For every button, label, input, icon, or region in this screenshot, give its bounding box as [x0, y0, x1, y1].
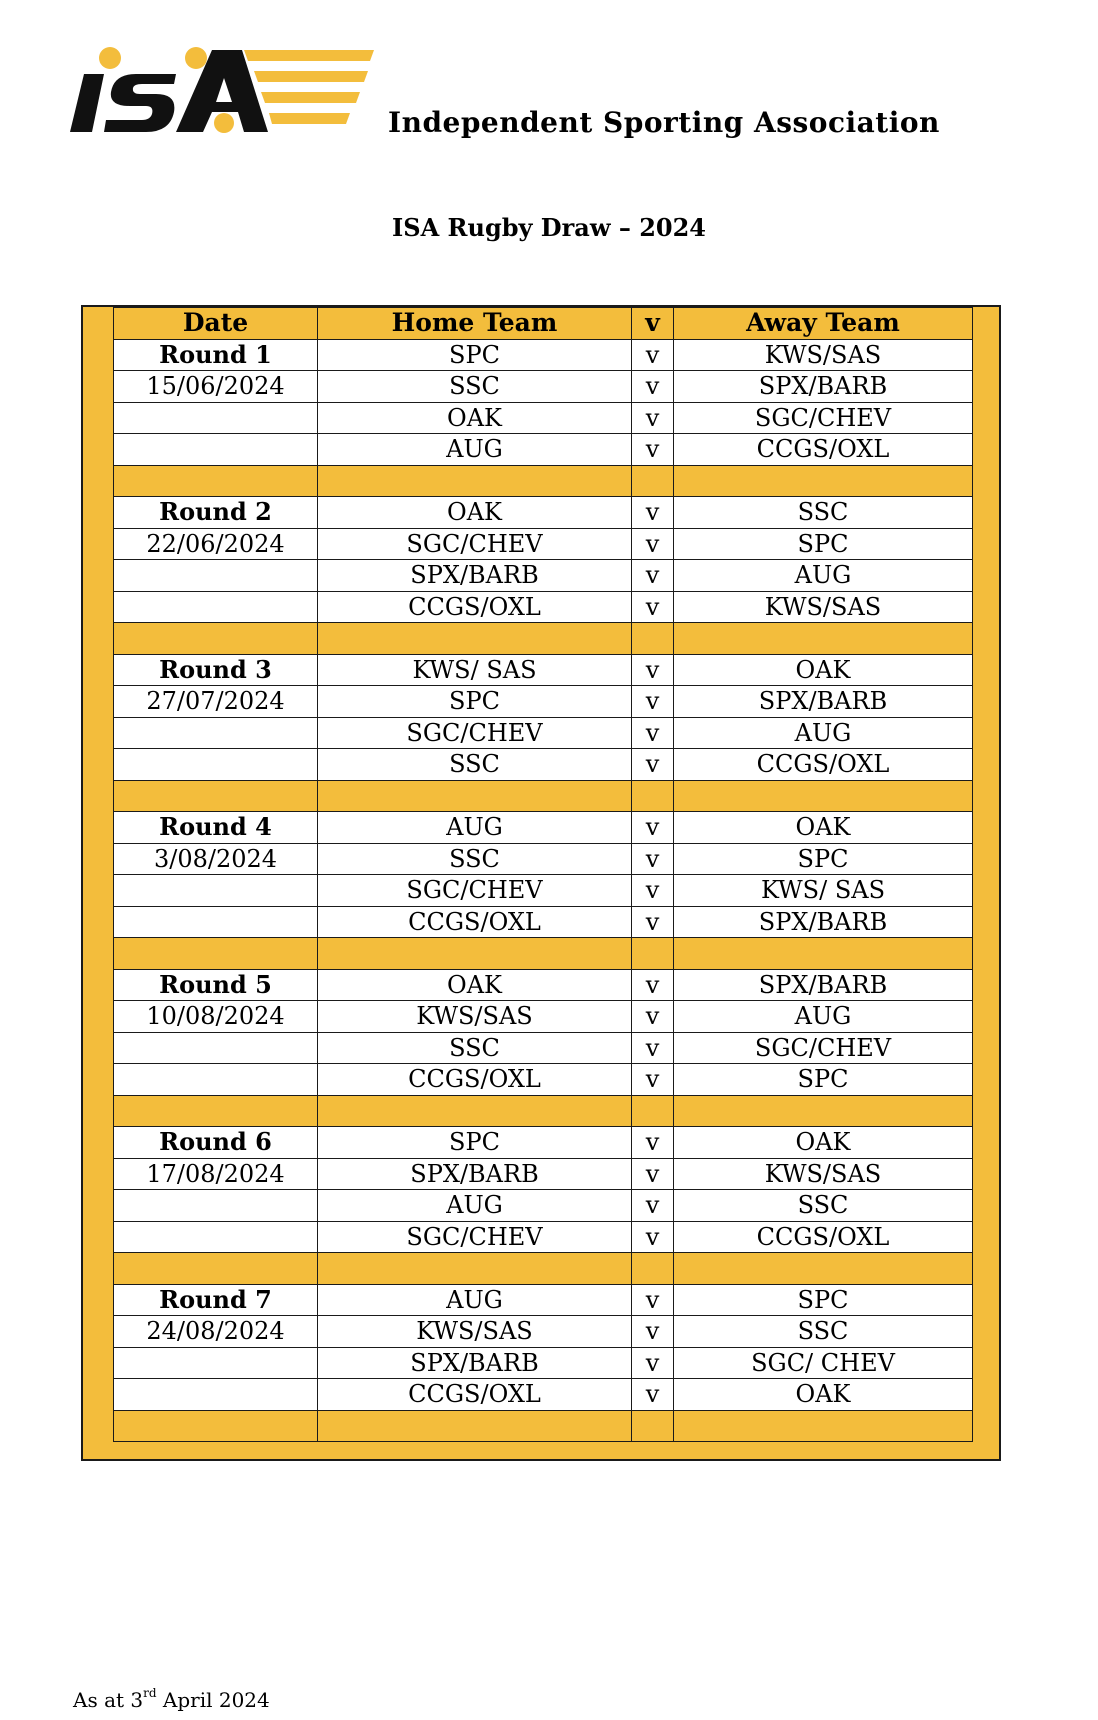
versus: v [632, 1064, 674, 1096]
separator-cell [674, 623, 973, 655]
home-team: OAK [318, 402, 632, 434]
away-team: SGC/CHEV [674, 402, 973, 434]
away-team: SPC [674, 843, 973, 875]
fixture-row [114, 812, 973, 844]
separator-cell [674, 1095, 973, 1127]
fixture-row [114, 1316, 973, 1348]
page-title: ISA Rugby Draw – 2024 [392, 213, 706, 242]
away-team: OAK [674, 812, 973, 844]
date-cell-empty [114, 906, 318, 938]
away-team: CCGS/OXL [674, 434, 973, 466]
fixture-row [114, 1190, 973, 1222]
away-team: AUG [674, 1001, 973, 1033]
versus: v [632, 434, 674, 466]
home-team: AUG [318, 1284, 632, 1316]
versus: v [632, 560, 674, 592]
separator-cell [318, 623, 632, 655]
away-team: KWS/ SAS [674, 875, 973, 907]
separator-cell [114, 1410, 318, 1442]
fixture-row [114, 686, 973, 718]
round-separator-row [114, 1410, 973, 1442]
separator-cell [674, 1253, 973, 1285]
separator-cell [632, 1253, 674, 1285]
fixture-row [114, 1127, 973, 1159]
separator-cell [318, 780, 632, 812]
home-team: CCGS/OXL [318, 591, 632, 623]
home-team: SSC [318, 749, 632, 781]
fixture-row [114, 528, 973, 560]
away-team: KWS/SAS [674, 1158, 973, 1190]
round-label: Round 1 [114, 339, 318, 371]
fixture-row [114, 969, 973, 1001]
away-team: OAK [674, 1127, 973, 1159]
separator-cell [318, 1095, 632, 1127]
away-team: SSC [674, 497, 973, 529]
home-team: SPC [318, 339, 632, 371]
round-date: 22/06/2024 [114, 528, 318, 560]
header-home-team: Home Team [318, 308, 632, 340]
away-team: AUG [674, 560, 973, 592]
fixture-row [114, 1032, 973, 1064]
separator-cell [632, 1410, 674, 1442]
versus: v [632, 591, 674, 623]
round-separator-row [114, 465, 973, 497]
round-label: Round 5 [114, 969, 318, 1001]
away-team: CCGS/OXL [674, 1221, 973, 1253]
date-cell-empty [114, 591, 318, 623]
away-team: SPX/BARB [674, 686, 973, 718]
round-date: 10/08/2024 [114, 1001, 318, 1033]
home-team: CCGS/OXL [318, 1064, 632, 1096]
versus: v [632, 1158, 674, 1190]
home-team: SSC [318, 371, 632, 403]
round-separator-row [114, 1253, 973, 1285]
away-team: SSC [674, 1190, 973, 1222]
separator-cell [114, 938, 318, 970]
as-at-superscript: rd [143, 1686, 157, 1700]
fixture-row [114, 1284, 973, 1316]
away-team: SPC [674, 528, 973, 560]
away-team: SGC/ CHEV [674, 1347, 973, 1379]
versus: v [632, 371, 674, 403]
separator-cell [632, 780, 674, 812]
fixture-row [114, 1001, 973, 1033]
versus: v [632, 717, 674, 749]
home-team: SPX/BARB [318, 560, 632, 592]
date-cell-empty [114, 717, 318, 749]
home-team: SPX/BARB [318, 1347, 632, 1379]
away-team: AUG [674, 717, 973, 749]
home-team: OAK [318, 969, 632, 1001]
home-team: SGC/CHEV [318, 528, 632, 560]
home-team: AUG [318, 434, 632, 466]
fixture-row [114, 339, 973, 371]
away-team: SSC [674, 1316, 973, 1348]
away-team: SPX/BARB [674, 906, 973, 938]
separator-cell [114, 465, 318, 497]
table-header-row [114, 308, 973, 340]
fixture-row [114, 654, 973, 686]
separator-cell [318, 465, 632, 497]
draw-table [113, 307, 973, 1442]
fixture-row [114, 1158, 973, 1190]
round-date: 17/08/2024 [114, 1158, 318, 1190]
date-cell-empty [114, 1379, 318, 1411]
versus: v [632, 875, 674, 907]
fixture-row [114, 434, 973, 466]
date-cell-empty [114, 1190, 318, 1222]
as-at-date [73, 1688, 270, 1712]
separator-cell [114, 1095, 318, 1127]
home-team: SPX/BARB [318, 1158, 632, 1190]
fixture-row [114, 749, 973, 781]
round-label: Round 2 [114, 497, 318, 529]
versus: v [632, 1379, 674, 1411]
fixture-row [114, 497, 973, 529]
fixture-row [114, 402, 973, 434]
home-team: KWS/ SAS [318, 654, 632, 686]
header-away-team: Away Team [674, 308, 973, 340]
date-cell-empty [114, 749, 318, 781]
date-cell-empty [114, 560, 318, 592]
versus: v [632, 749, 674, 781]
away-team: KWS/SAS [674, 591, 973, 623]
versus: v [632, 339, 674, 371]
versus: v [632, 906, 674, 938]
versus: v [632, 528, 674, 560]
separator-cell [318, 938, 632, 970]
away-team: CCGS/OXL [674, 749, 973, 781]
round-separator-row [114, 623, 973, 655]
home-team: SGC/CHEV [318, 717, 632, 749]
round-separator-row [114, 780, 973, 812]
as-at-suffix: April 2024 [156, 1688, 270, 1712]
versus: v [632, 1284, 674, 1316]
separator-cell [114, 780, 318, 812]
separator-cell [632, 623, 674, 655]
round-label: Round 7 [114, 1284, 318, 1316]
draw-table-frame [81, 305, 1001, 1461]
separator-cell [114, 623, 318, 655]
date-cell-empty [114, 1064, 318, 1096]
away-team: SPC [674, 1284, 973, 1316]
versus: v [632, 497, 674, 529]
away-team: OAK [674, 654, 973, 686]
fixture-row [114, 1347, 973, 1379]
fixture-row [114, 591, 973, 623]
home-team: CCGS/OXL [318, 1379, 632, 1411]
home-team: AUG [318, 1190, 632, 1222]
versus: v [632, 654, 674, 686]
home-team: SSC [318, 1032, 632, 1064]
round-date: 24/08/2024 [114, 1316, 318, 1348]
versus: v [632, 1347, 674, 1379]
away-team: KWS/SAS [674, 339, 973, 371]
date-cell-empty [114, 1221, 318, 1253]
separator-cell [632, 938, 674, 970]
date-cell-empty [114, 875, 318, 907]
versus: v [632, 843, 674, 875]
date-cell-empty [114, 1032, 318, 1064]
fixture-row [114, 906, 973, 938]
away-team: SPC [674, 1064, 973, 1096]
separator-cell [674, 938, 973, 970]
date-cell-empty [114, 1347, 318, 1379]
date-cell-empty [114, 434, 318, 466]
home-team: SPC [318, 686, 632, 718]
round-separator-row [114, 1095, 973, 1127]
versus: v [632, 1221, 674, 1253]
separator-cell [674, 465, 973, 497]
versus: v [632, 686, 674, 718]
home-team: CCGS/OXL [318, 906, 632, 938]
away-team: SGC/CHEV [674, 1032, 973, 1064]
away-team: SPX/BARB [674, 969, 973, 1001]
fixture-row [114, 1064, 973, 1096]
separator-cell [674, 780, 973, 812]
header-v: v [632, 308, 674, 340]
home-team: SGC/CHEV [318, 1221, 632, 1253]
separator-cell [632, 1095, 674, 1127]
round-label: Round 6 [114, 1127, 318, 1159]
fixture-row [114, 560, 973, 592]
organisation-name: Independent Sporting Association [388, 106, 940, 139]
versus: v [632, 1032, 674, 1064]
versus: v [632, 1001, 674, 1033]
versus: v [632, 1316, 674, 1348]
separator-cell [632, 465, 674, 497]
versus: v [632, 812, 674, 844]
fixture-row [114, 717, 973, 749]
fixture-row [114, 843, 973, 875]
away-team: OAK [674, 1379, 973, 1411]
fixture-row [114, 1221, 973, 1253]
home-team: KWS/SAS [318, 1316, 632, 1348]
versus: v [632, 1190, 674, 1222]
isa-logo [64, 46, 374, 138]
round-date: 15/06/2024 [114, 371, 318, 403]
round-label: Round 3 [114, 654, 318, 686]
home-team: OAK [318, 497, 632, 529]
home-team: SPC [318, 1127, 632, 1159]
date-cell-empty [114, 402, 318, 434]
fixture-row [114, 371, 973, 403]
separator-cell [318, 1253, 632, 1285]
home-team: AUG [318, 812, 632, 844]
round-date: 27/07/2024 [114, 686, 318, 718]
separator-cell [318, 1410, 632, 1442]
round-date: 3/08/2024 [114, 843, 318, 875]
header-date: Date [114, 308, 318, 340]
home-team: SGC/CHEV [318, 875, 632, 907]
round-separator-row [114, 938, 973, 970]
as-at-prefix: As at 3 [73, 1688, 144, 1712]
separator-cell [114, 1253, 318, 1285]
home-team: KWS/SAS [318, 1001, 632, 1033]
fixture-row [114, 1379, 973, 1411]
home-team: SSC [318, 843, 632, 875]
fixture-row [114, 875, 973, 907]
versus: v [632, 402, 674, 434]
away-team: SPX/BARB [674, 371, 973, 403]
versus: v [632, 969, 674, 1001]
separator-cell [674, 1410, 973, 1442]
round-label: Round 4 [114, 812, 318, 844]
versus: v [632, 1127, 674, 1159]
